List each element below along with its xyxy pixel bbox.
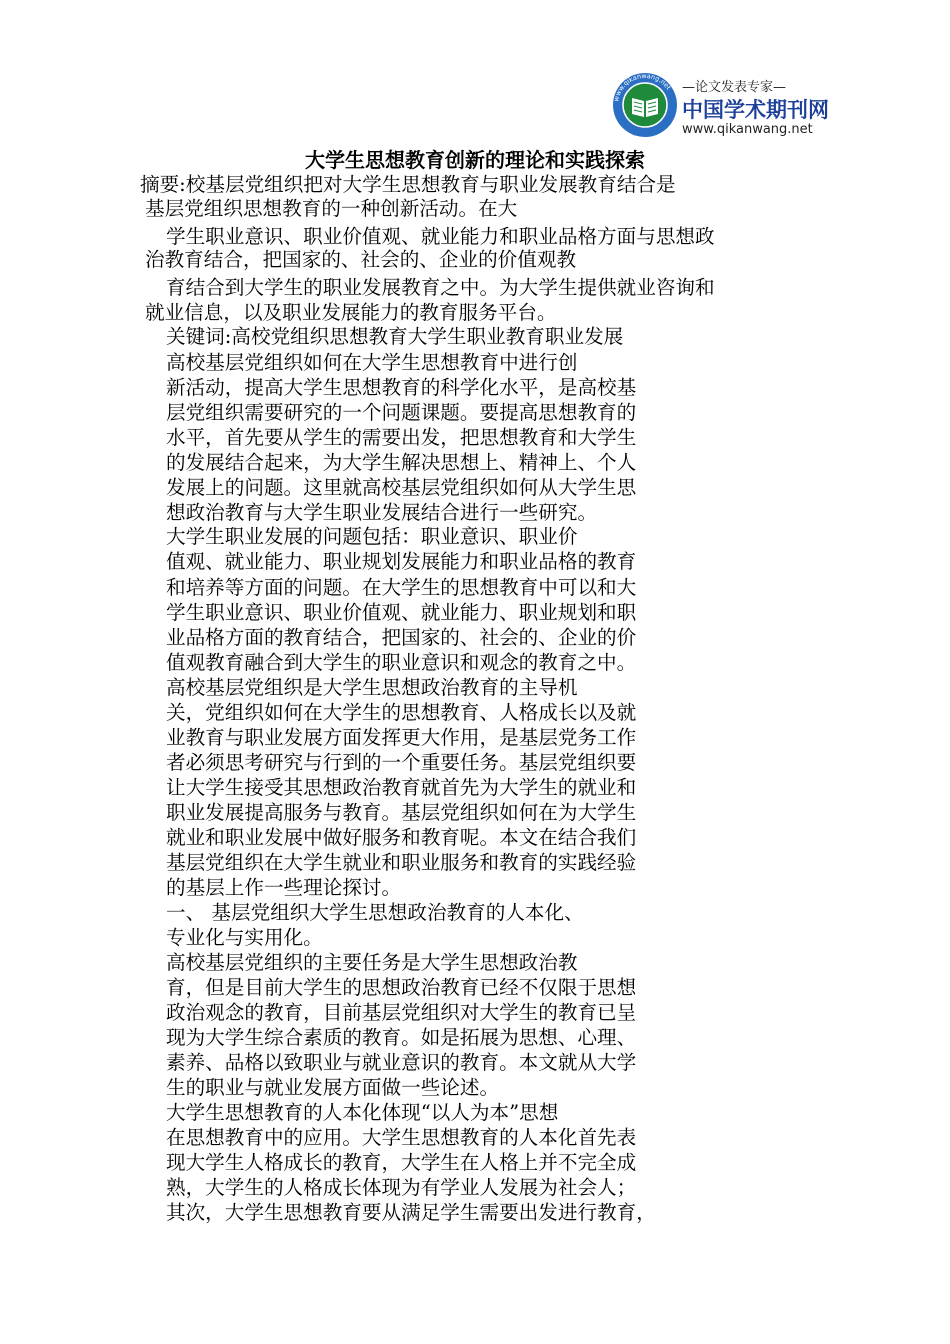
text-line: 的发展结合起来，为大学生解决思想上、精神上、个人 [166,451,637,474]
text-line: 发展上的问题。这里就高校基层党组织如何从大学生思 [166,476,637,499]
text-line: 职业发展提高服务与教育。基层党组织如何在为大学生 [166,801,637,824]
text-line: 层党组织需要研究的一个问题课题。要提高思想教育的 [166,401,637,424]
text-line: 基层党组织思想教育的一种创新活动。在大 [145,197,518,220]
logo-tagline: —论文发表专家— [682,80,787,95]
text-line: 政治观念的教育，目前基层党组织对大学生的教育已呈 [166,1001,637,1024]
text-line: 高校基层党组织的主要任务是大学生思想政治教 [166,951,578,974]
publisher-logo [612,72,829,142]
text-line: 治教育结合，把国家的、社会的、企业的价值观教 [145,248,577,271]
text-line: 大学生职业发展的问题包括：职业意识、职业价 [166,525,578,548]
text-line: 就业和职业发展中做好服务和教育呢。本文在结合我们 [166,826,637,849]
publisher-seal-icon [612,72,678,138]
document-title: 大学生思想教育创新的理论和实践探索 [305,148,645,172]
text-line: 育结合到大学生的职业发展教育之中。为大学生提供就业咨询和 [166,276,715,299]
text-line: 值观、就业能力、职业规划发展能力和职业品格的教育 [166,550,637,573]
text-line: 其次，大学生思想教育要从满足学生需要出发进行教育， [166,1201,656,1224]
text-line: 的基层上作一些理论探讨。 [166,876,402,899]
seal-ring-text: www.qikanwang.net [612,72,673,103]
text-line: 熟，大学生的人格成长体现为有学业人发展为社会人； [166,1176,637,1199]
text-line: 现为大学生综合素质的教育。如是拓展为思想、心理、 [166,1026,637,1049]
text-line: 学生职业意识、职业价值观、就业能力和职业品格方面与思想政 [166,225,715,248]
text-line: 者必须思考研究与行到的一个重要任务。基层党组织要 [166,751,637,774]
text-line: 一、 基层党组织大学生思想政治教育的人本化、 [166,901,584,924]
text-line: 想政治教育与大学生职业发展结合进行一些研究。 [166,501,598,524]
text-line: 高校基层党组织如何在大学生思想教育中进行创 [166,351,578,374]
text-line: 学生职业意识、职业价值观、就业能力、职业规划和职 [166,601,637,624]
text-line: 业教育与职业发展方面发挥更大作用，是基层党务工作 [166,726,637,749]
text-line: 水平，首先要从学生的需要出发，把思想教育和大学生 [166,426,637,449]
text-line: 生的职业与就业发展方面做一些论述。 [166,1076,500,1099]
text-line: 关键词:高校党组织思想教育大学生职业教育职业发展 [166,325,624,348]
text-line: 高校基层党组织是大学生思想政治教育的主导机 [166,676,578,699]
text-line: 基层党组织在大学生就业和职业服务和教育的实践经验 [166,851,637,874]
text-line: 在思想教育中的应用。大学生思想教育的人本化首先表 [166,1126,637,1149]
text-line: 专业化与实用化。 [166,926,323,949]
text-line: 素养、品格以致职业与就业意识的教育。本文就从大学 [166,1051,637,1074]
text-line: 新活动，提高大学生思想教育的科学化水平，是高校基 [166,376,637,399]
text-line: 就业信息，以及职业发展能力的教育服务平台。 [145,301,557,324]
text-line: 大学生思想教育的人本化体现“以人为本”思想 [166,1101,559,1124]
text-line: 关，党组织如何在大学生的思想教育、人格成长以及就 [166,701,637,724]
logo-url: www.qikanwang.net [682,122,813,137]
text-line: 育，但是目前大学生的思想政治教育已经不仅限于思想 [166,976,637,999]
logo-name: 中国学术期刊网 [682,98,829,122]
text-line: 现大学生人格成长的教育，大学生在人格上并不完全成 [166,1151,637,1174]
text-line: 和培养等方面的问题。在大学生的思想教育中可以和大 [166,576,637,599]
text-line: 值观教育融合到大学生的职业意识和观念的教育之中。 [166,651,637,674]
text-line: 业品格方面的教育结合，把国家的、社会的、企业的价 [166,626,637,649]
text-line: 摘要:校基层党组织把对大学生思想教育与职业发展教育结合是 [140,173,676,196]
text-line: 让大学生接受其思想政治教育就首先为大学生的就业和 [166,776,637,799]
